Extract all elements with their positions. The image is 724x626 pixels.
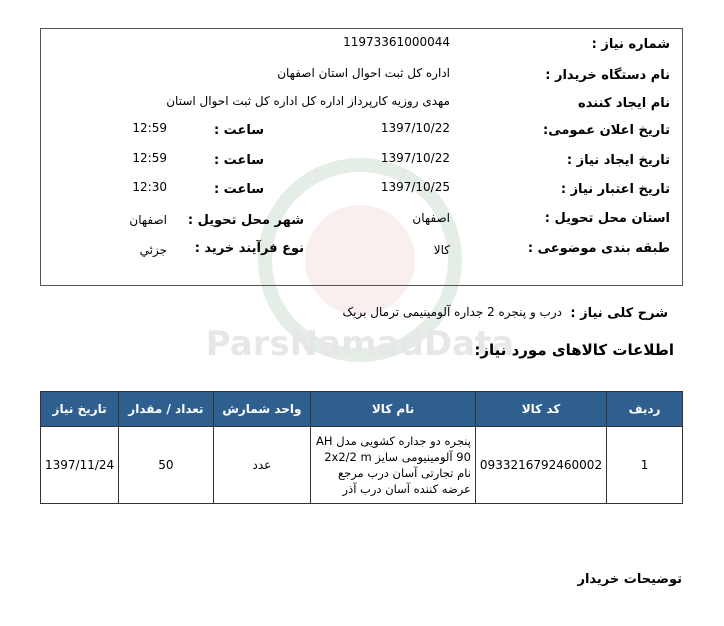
cell-date: 1397/11/24 (41, 427, 119, 504)
announce-date-value: 1397/10/22 (380, 121, 450, 135)
buyer-org-label: نام دستگاه خریدار : (545, 68, 670, 83)
description-label: شرح کلی نیاز : (570, 306, 668, 321)
create-date-label: تاریخ ایجاد نیاز : (566, 153, 670, 168)
delivery-province-value: اصفهان (412, 211, 450, 225)
buyer-notes-label: توضیحات خریدار (577, 572, 682, 587)
items-section-title: اطلاعات کالاهای مورد نیاز: (474, 341, 674, 359)
category-label: طبقه بندی موضوعی : (527, 241, 670, 256)
validity-time-label: ساعت : (213, 182, 264, 197)
col-header-row-number: ردیف (607, 392, 683, 427)
table-header-row (41, 392, 683, 427)
items-table (40, 391, 683, 504)
validity-date-label: تاریخ اعتبار نیاز : (560, 182, 670, 197)
announce-date-label: تاریخ اعلان عمومی: (543, 123, 670, 138)
buyer-org-value: اداره کل ثبت احوال استان اصفهان (277, 66, 450, 80)
col-header-code: کد کالا (475, 392, 606, 427)
create-date-value: 1397/10/22 (380, 151, 450, 165)
create-time-value: 12:59 (132, 151, 167, 165)
cell-qty: 50 (119, 427, 214, 504)
cell-name: پنجره دو جداره کشویی مدل AH 90 آلومینیومی سایز 2x2/2 m نام تجارتی آسان درب مرجع عرضه کننده آسان درب آذر (311, 427, 476, 504)
header-box (40, 28, 683, 286)
cell-code: 0933216792460002 (475, 427, 606, 504)
cell-unit: عدد (213, 427, 310, 504)
delivery-city-value: اصفهان (129, 213, 167, 227)
watermark-text: ParsNamadData (205, 324, 515, 364)
validity-date-value: 1397/10/25 (380, 180, 450, 194)
col-header-name: نام کالا (311, 392, 476, 427)
purchase-process-label: نوع فرآیند خرید : (194, 241, 304, 256)
need-number-label: شماره نیاز : (591, 37, 670, 52)
category-value: کالا (433, 243, 450, 257)
delivery-city-label: شهر محل تحویل : (187, 213, 304, 228)
table-row (41, 427, 683, 504)
col-header-qty: تعداد / مقدار (119, 392, 214, 427)
delivery-province-label: استان محل تحویل : (544, 211, 670, 226)
announce-time-label: ساعت : (213, 123, 264, 138)
description-value: درب و پنجره 2 جداره آلومینیمی ترمال بریک (342, 305, 562, 319)
cell-row-number: 1 (607, 427, 683, 504)
need-number-value: 11973361000044 (343, 35, 450, 49)
creator-label: نام ایجاد کننده (578, 96, 670, 111)
create-time-label: ساعت : (213, 153, 264, 168)
purchase-process-value: جزئي (139, 243, 167, 257)
announce-time-value: 12:59 (132, 121, 167, 135)
validity-time-value: 12:30 (132, 180, 167, 194)
col-header-date: تاریخ نیاز (41, 392, 119, 427)
creator-value: مهدی روزیه کارپرداز اداره کل اداره کل ثبت احوال استان (166, 94, 450, 108)
col-header-unit: واحد شمارش (213, 392, 310, 427)
